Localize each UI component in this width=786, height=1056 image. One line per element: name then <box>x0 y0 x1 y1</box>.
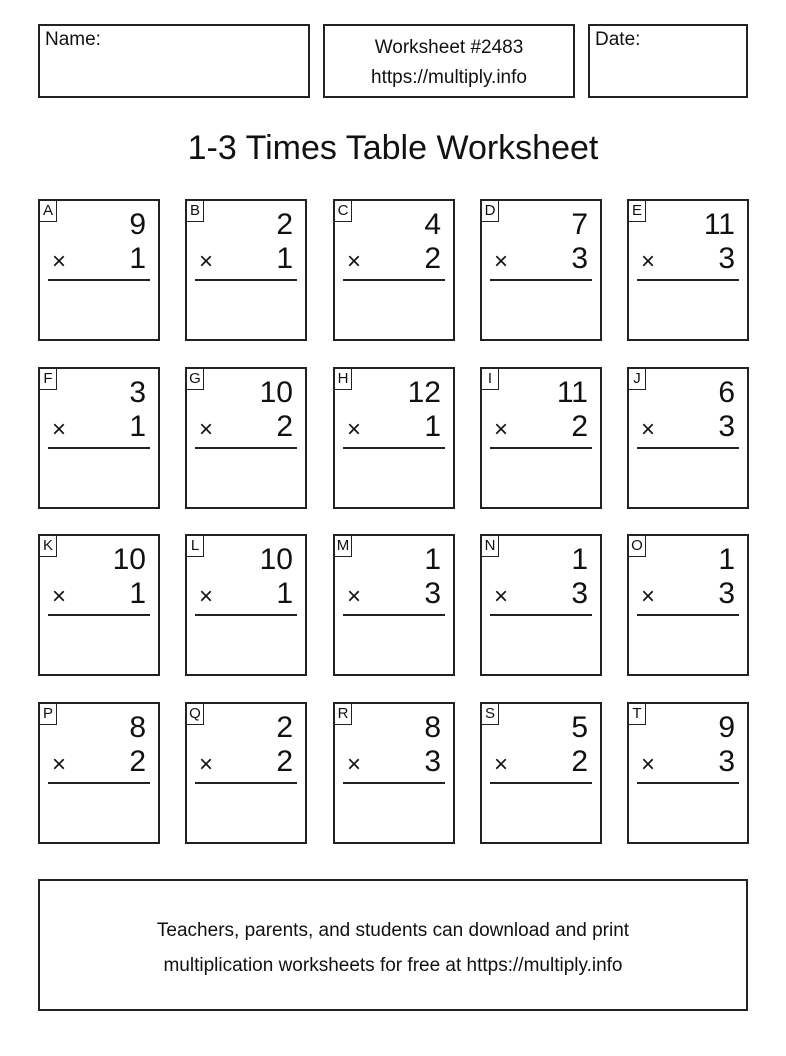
problem-card <box>333 367 455 509</box>
problem-card <box>333 534 455 676</box>
multiplicand: 2 <box>276 208 293 241</box>
times-sign: × <box>199 583 214 610</box>
problem-card <box>480 702 602 844</box>
answer-line <box>637 614 739 616</box>
problem-card <box>185 367 307 509</box>
multiplicand: 5 <box>571 711 588 744</box>
multiplier: 2 <box>276 745 293 778</box>
worksheet-id: Worksheet #2483 <box>374 37 524 58</box>
problem-letter: A <box>39 200 57 222</box>
problem-card <box>627 702 749 844</box>
problem-card <box>333 199 455 341</box>
problem-letter: D <box>481 200 499 222</box>
times-sign: × <box>52 751 67 778</box>
answer-line <box>195 447 297 449</box>
name-label: Name: <box>45 29 101 50</box>
problem-letter: E <box>628 200 646 222</box>
times-sign: × <box>347 248 362 275</box>
answer-line <box>490 782 592 784</box>
site-url: https://multiply.info <box>371 67 527 88</box>
times-sign: × <box>199 751 214 778</box>
multiplicand: 7 <box>571 208 588 241</box>
answer-line <box>343 782 445 784</box>
problem-card <box>480 199 602 341</box>
multiplier: 1 <box>129 242 146 275</box>
answer-line <box>637 447 739 449</box>
times-sign: × <box>199 248 214 275</box>
answer-line <box>195 279 297 281</box>
times-sign: × <box>494 248 509 275</box>
answer-line <box>48 614 150 616</box>
footer-line-1: Teachers, parents, and students can download and print <box>156 920 630 941</box>
multiplicand: 8 <box>129 711 146 744</box>
footer-line-2: multiplication worksheets for free at https://multiply.info <box>163 955 623 976</box>
multiplier: 3 <box>424 745 441 778</box>
times-sign: × <box>52 248 67 275</box>
multiplier: 1 <box>276 577 293 610</box>
times-sign: × <box>52 416 67 443</box>
answer-line <box>343 614 445 616</box>
times-sign: × <box>347 751 362 778</box>
answer-line <box>637 279 739 281</box>
multiplicand: 1 <box>424 543 441 576</box>
answer-line <box>490 614 592 616</box>
multiplicand: 1 <box>718 543 735 576</box>
answer-line <box>637 782 739 784</box>
multiplier: 3 <box>718 242 735 275</box>
answer-line <box>343 279 445 281</box>
worksheet-info-box <box>323 24 575 98</box>
problem-letter: R <box>334 703 352 725</box>
multiplicand: 10 <box>112 543 146 576</box>
problem-card <box>333 702 455 844</box>
problem-letter: J <box>628 368 646 390</box>
multiplicand: 4 <box>424 208 441 241</box>
answer-line <box>48 782 150 784</box>
multiplier: 3 <box>571 577 588 610</box>
multiplier: 3 <box>718 745 735 778</box>
times-sign: × <box>52 583 67 610</box>
times-sign: × <box>641 248 656 275</box>
times-sign: × <box>494 751 509 778</box>
multiplicand: 2 <box>276 711 293 744</box>
times-sign: × <box>199 416 214 443</box>
times-sign: × <box>641 416 656 443</box>
problem-grid <box>38 199 749 843</box>
footer-box <box>38 879 748 1011</box>
problem-card <box>185 534 307 676</box>
problem-letter: L <box>186 535 204 557</box>
multiplier: 2 <box>571 745 588 778</box>
problem-letter: G <box>186 368 204 390</box>
problem-card <box>38 534 160 676</box>
name-field-box <box>38 24 310 98</box>
multiplicand: 11 <box>556 376 588 409</box>
problem-card <box>185 199 307 341</box>
problem-letter: F <box>39 368 57 390</box>
multiplier: 2 <box>571 410 588 443</box>
problem-card <box>38 199 160 341</box>
problem-card <box>480 534 602 676</box>
problem-card <box>38 367 160 509</box>
date-field-box <box>588 24 748 98</box>
times-sign: × <box>641 751 656 778</box>
answer-line <box>490 447 592 449</box>
problem-card <box>185 702 307 844</box>
times-sign: × <box>347 416 362 443</box>
problem-letter: B <box>186 200 204 222</box>
problem-letter: I <box>481 368 499 390</box>
multiplier: 3 <box>718 410 735 443</box>
problem-card <box>627 534 749 676</box>
problem-letter: S <box>481 703 499 725</box>
multiplicand: 10 <box>259 543 293 576</box>
multiplicand: 9 <box>129 208 146 241</box>
multiplier: 3 <box>718 577 735 610</box>
multiplicand: 9 <box>718 711 735 744</box>
multiplier: 1 <box>129 410 146 443</box>
problem-card <box>480 367 602 509</box>
multiplier: 2 <box>129 745 146 778</box>
multiplier: 1 <box>424 410 441 443</box>
answer-line <box>195 614 297 616</box>
times-sign: × <box>494 416 509 443</box>
problem-letter: C <box>334 200 352 222</box>
problem-card <box>627 367 749 509</box>
times-sign: × <box>641 583 656 610</box>
problem-letter: Q <box>186 703 204 725</box>
multiplier: 3 <box>571 242 588 275</box>
answer-line <box>490 279 592 281</box>
times-sign: × <box>494 583 509 610</box>
answer-line <box>195 782 297 784</box>
multiplicand: 3 <box>129 376 146 409</box>
problem-letter: M <box>334 535 352 557</box>
multiplicand: 10 <box>259 376 293 409</box>
problem-card <box>38 702 160 844</box>
problem-letter: T <box>628 703 646 725</box>
multiplier: 1 <box>129 577 146 610</box>
multiplicand: 1 <box>571 543 588 576</box>
multiplier: 3 <box>424 577 441 610</box>
times-sign: × <box>347 583 362 610</box>
multiplier: 2 <box>276 410 293 443</box>
problem-letter: K <box>39 535 57 557</box>
answer-line <box>48 447 150 449</box>
problem-letter: N <box>481 535 499 557</box>
problem-letter: O <box>628 535 646 557</box>
page-title: 1-3 Times Table Worksheet <box>187 129 599 167</box>
answer-line <box>343 447 445 449</box>
multiplicand: 8 <box>424 711 441 744</box>
problem-card <box>627 199 749 341</box>
multiplicand: 6 <box>718 376 735 409</box>
multiplier: 2 <box>424 242 441 275</box>
multiplier: 1 <box>276 242 293 275</box>
date-label: Date: <box>595 29 641 50</box>
multiplicand: 12 <box>407 376 441 409</box>
problem-letter: H <box>334 368 352 390</box>
multiplicand: 11 <box>703 208 735 241</box>
answer-line <box>48 279 150 281</box>
problem-letter: P <box>39 703 57 725</box>
